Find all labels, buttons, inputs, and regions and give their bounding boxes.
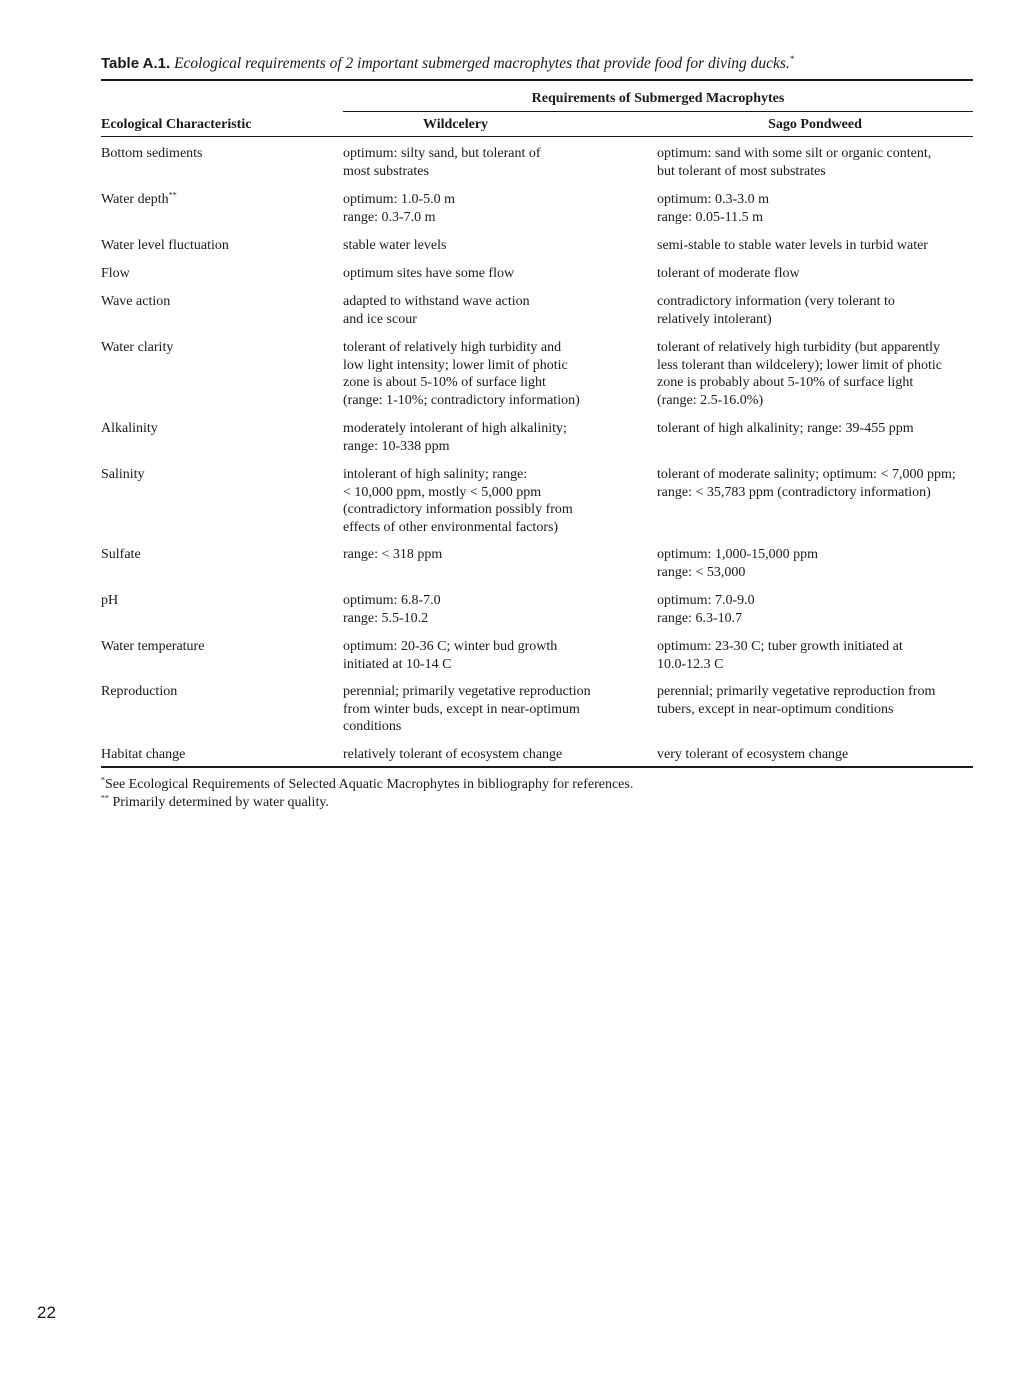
sago-pondweed-cell: optimum: 7.0-9.0 range: 6.3-10.7 bbox=[657, 593, 755, 626]
sago-pondweed-cell: very tolerant of ecosystem change bbox=[657, 747, 849, 762]
sago-pondweed-cell: semi-stable to stable water levels in turbid water bbox=[657, 238, 928, 253]
column-header-wildcelery: Wildcelery bbox=[422, 117, 489, 132]
bottom-rule bbox=[101, 766, 973, 768]
wildcelery-cell: relatively tolerant of ecosystem change bbox=[343, 747, 563, 762]
characteristic-cell: Wave action bbox=[101, 294, 171, 309]
characteristic-cell: Bottom sediments bbox=[101, 146, 203, 161]
row-footnote-marker: ** bbox=[168, 190, 177, 200]
wildcelery-cell: stable water levels bbox=[343, 238, 447, 253]
column-header-sago-pondweed: Sago Pondweed bbox=[768, 117, 862, 132]
characteristic-cell: Flow bbox=[101, 266, 130, 281]
characteristic-cell: Alkalinity bbox=[101, 421, 158, 436]
page-number: 22 bbox=[37, 1303, 56, 1322]
group-header-rule bbox=[343, 111, 973, 112]
characteristic-cell: Salinity bbox=[101, 467, 145, 482]
wildcelery-cell: optimum: silty sand, but tolerant of most substrates bbox=[343, 146, 541, 179]
characteristic-cell: Water temperature bbox=[101, 639, 205, 654]
wildcelery-cell: optimum: 20-36 C; winter bud growth initiated at 10-14 C bbox=[343, 639, 558, 672]
wildcelery-cell: intolerant of high salinity; range: < 10,000 ppm, mostly < 5,000 ppm (contradictory information possibly from effects of other environmental factors) bbox=[343, 467, 573, 535]
column-header-characteristic: Ecological Characteristic bbox=[101, 117, 252, 132]
wildcelery-cell: tolerant of relatively high turbidity and low light intensity; lower limit of photic zone is about 5-10% of surface light (range: 1-10%; contradictory information) bbox=[343, 340, 580, 408]
sago-pondweed-cell: tolerant of moderate salinity; optimum: < 7,000 ppm; range: < 35,783 ppm (contradictory information) bbox=[657, 467, 956, 500]
wildcelery-cell: perennial; primarily vegetative reproduction from winter buds, except in near-optimum conditions bbox=[343, 684, 591, 734]
wildcelery-cell: adapted to withstand wave action and ice scour bbox=[343, 294, 530, 327]
wildcelery-cell: optimum sites have some flow bbox=[343, 266, 515, 281]
characteristic-cell: Water clarity bbox=[101, 340, 174, 355]
wildcelery-cell: range: < 318 ppm bbox=[343, 547, 443, 562]
footnote: *See Ecological Requirements of Selected Aquatic Macrophytes in bibliography for references. bbox=[101, 775, 634, 792]
characteristic-cell: Sulfate bbox=[101, 547, 141, 562]
footnote: ** Primarily determined by water quality. bbox=[101, 792, 329, 810]
footnotes bbox=[101, 776, 633, 811]
characteristic-cell: Water level fluctuation bbox=[101, 238, 229, 253]
wildcelery-cell: optimum: 1.0-5.0 m range: 0.3-7.0 m bbox=[343, 192, 455, 225]
wildcelery-cell: moderately intolerant of high alkalinity; range: 10-338 ppm bbox=[343, 421, 567, 454]
characteristic-cell: pH bbox=[101, 593, 119, 608]
table-caption bbox=[101, 55, 976, 73]
characteristic-cell: Reproduction bbox=[101, 684, 178, 699]
wildcelery-cell: optimum: 6.8-7.0 range: 5.5-10.2 bbox=[343, 593, 441, 626]
sago-pondweed-cell: optimum: 0.3-3.0 m range: 0.05-11.5 m bbox=[657, 192, 769, 225]
group-header: Requirements of Submerged Macrophytes bbox=[531, 91, 785, 106]
table-caption-text: Ecological requirements of 2 important submerged macrophytes that provide food for diving ducks. bbox=[174, 55, 790, 72]
sago-pondweed-cell: tolerant of moderate flow bbox=[657, 266, 800, 281]
sago-pondweed-cell: tolerant of relatively high turbidity (but apparently less tolerant than wildcelery); lower limit of photic zone is probably about 5-10% of surface light (range: 2.5-16.0%) bbox=[657, 340, 942, 408]
header-rule bbox=[101, 136, 973, 137]
sago-pondweed-cell: perennial; primarily vegetative reproduction from tubers, except in near-optimum conditions bbox=[657, 684, 936, 717]
caption-footnote-marker: * bbox=[789, 53, 795, 64]
characteristic-cell: Habitat change bbox=[101, 747, 186, 762]
sago-pondweed-cell: optimum: sand with some silt or organic content, but tolerant of most substrates bbox=[657, 146, 932, 179]
sago-pondweed-cell: optimum: 1,000-15,000 ppm range: < 53,000 bbox=[657, 547, 818, 580]
sago-pondweed-cell: optimum: 23-30 C; tuber growth initiated at 10.0-12.3 C bbox=[657, 639, 903, 672]
characteristic-cell: Water depth** bbox=[101, 190, 177, 207]
sago-pondweed-cell: contradictory information (very tolerant to relatively intolerant) bbox=[657, 294, 895, 327]
top-rule bbox=[101, 79, 973, 81]
table-label: Table A.1. bbox=[101, 55, 171, 72]
sago-pondweed-cell: tolerant of high alkalinity; range: 39-455 ppm bbox=[657, 421, 914, 436]
